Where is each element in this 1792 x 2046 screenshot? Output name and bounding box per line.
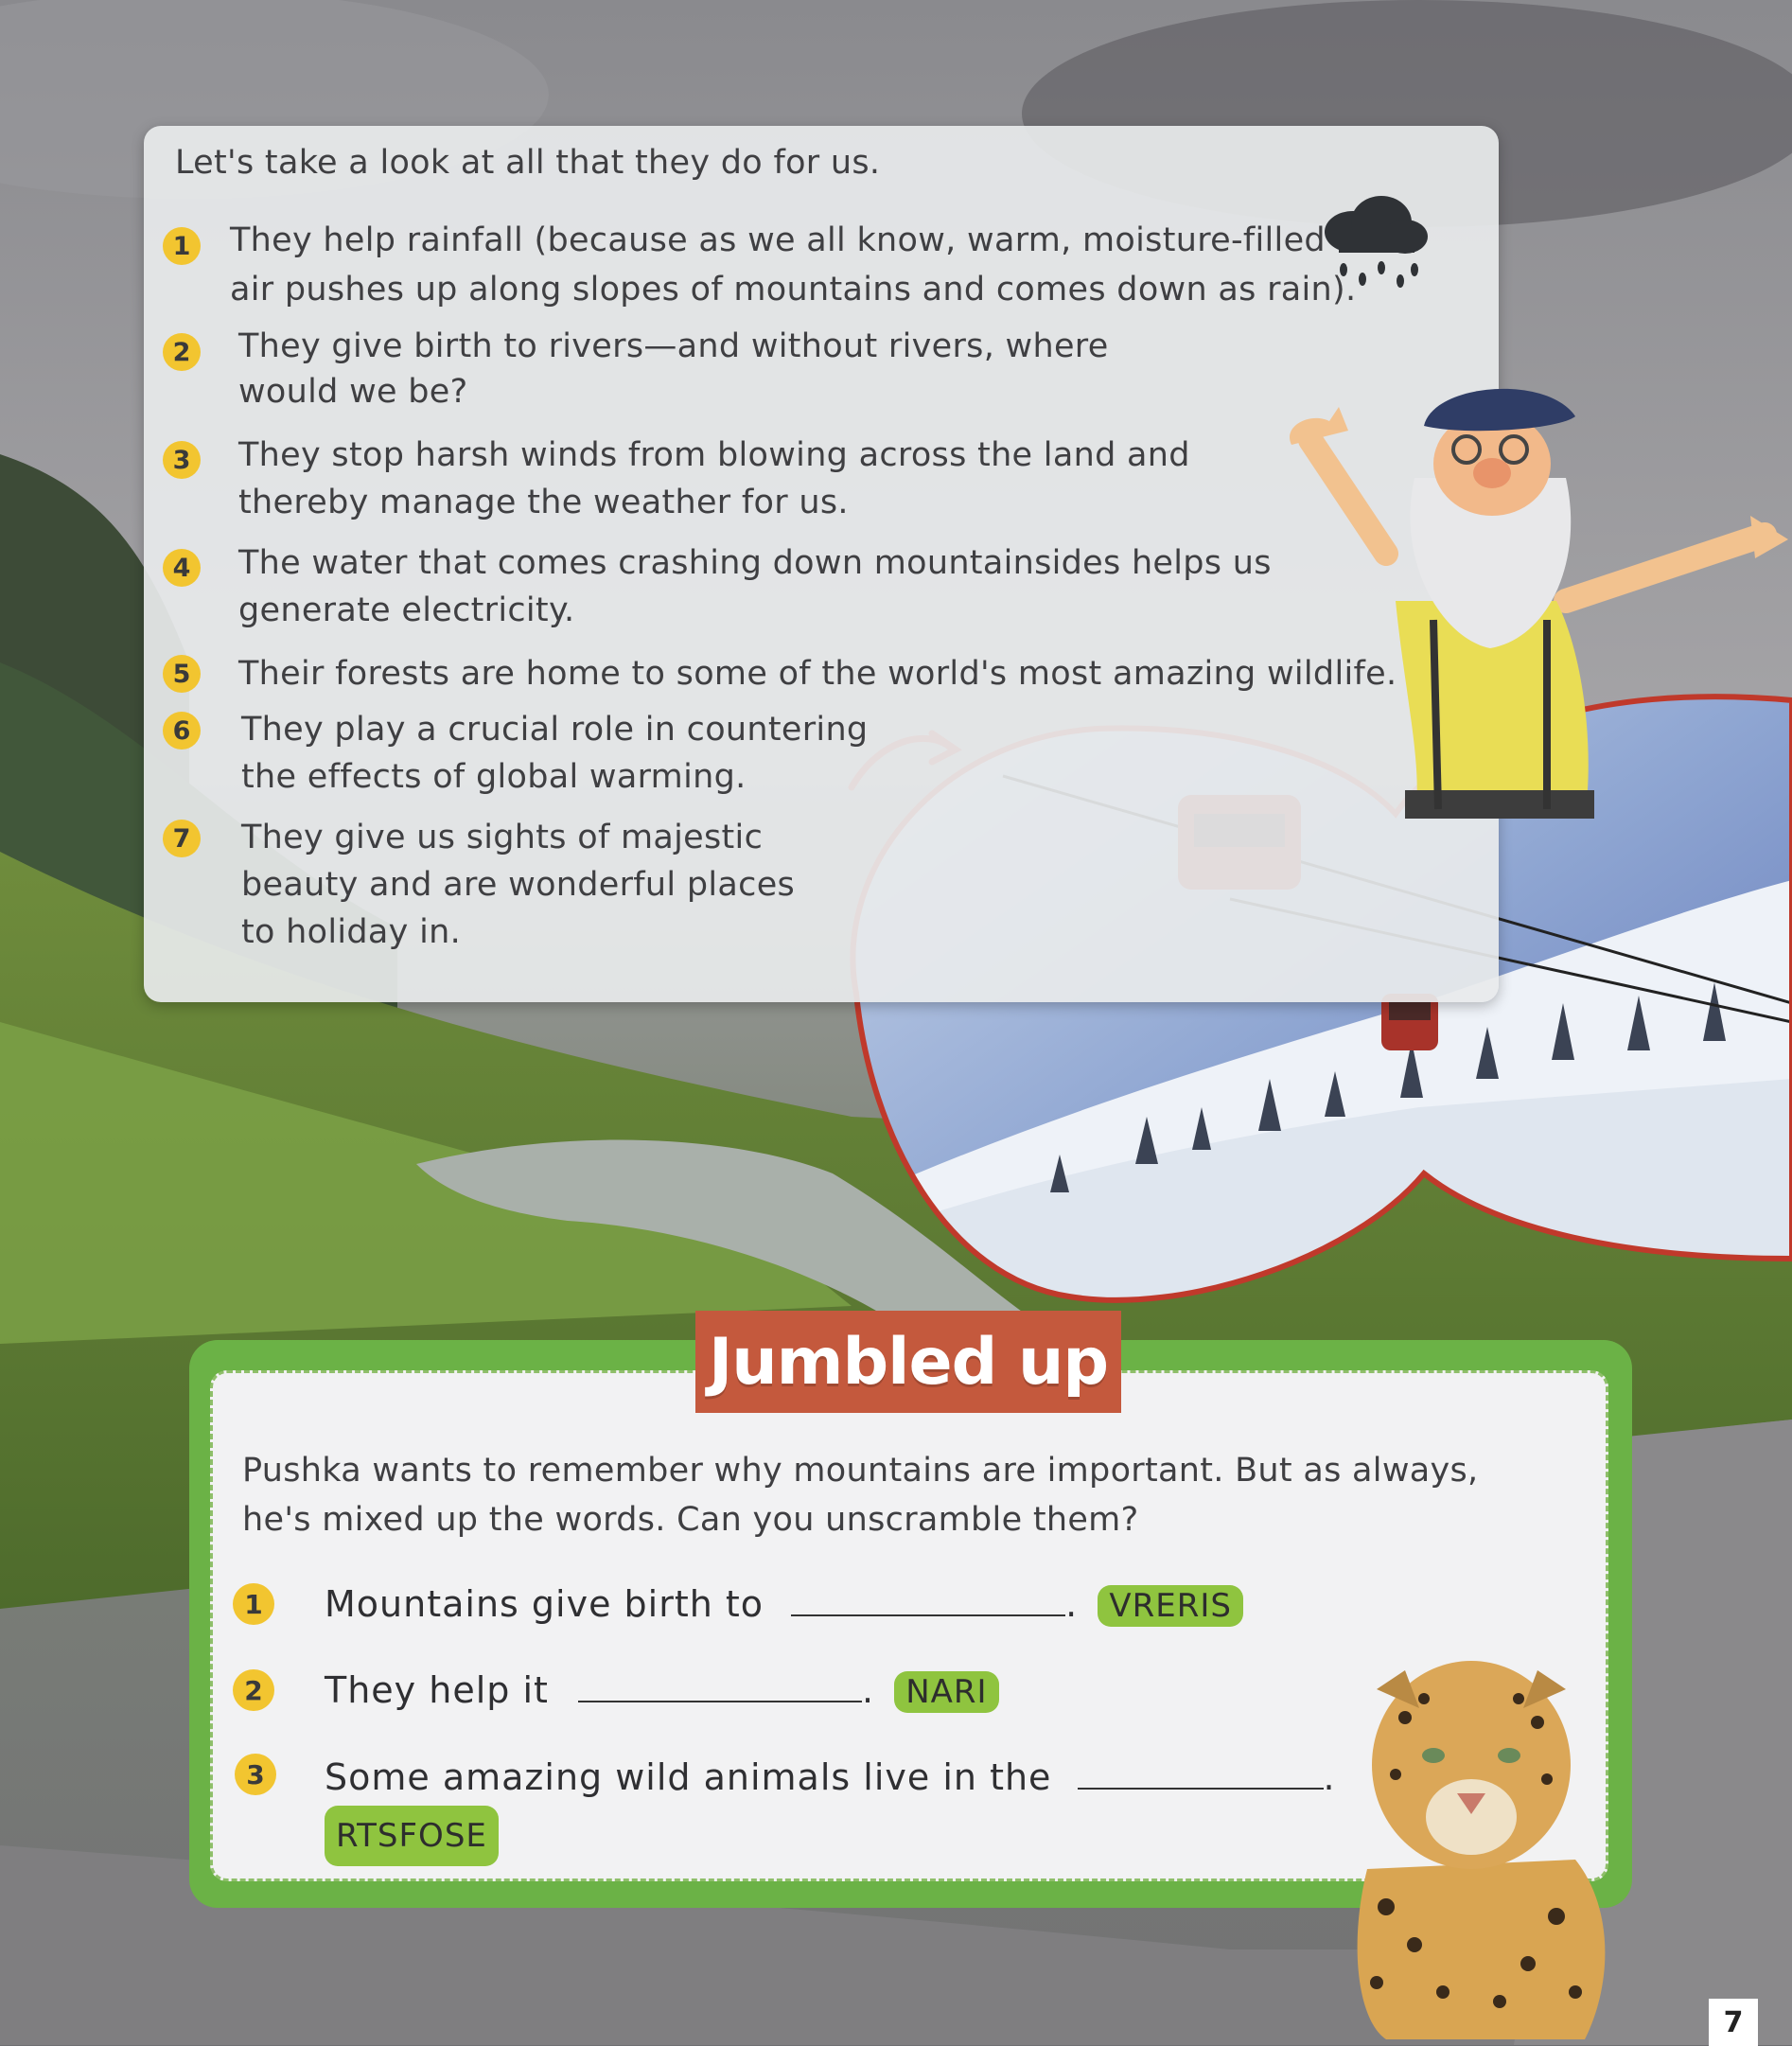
question-2-text: They help it [325,1669,549,1711]
question-2 [325,1665,999,1713]
question-1-period: . [1065,1583,1079,1625]
page-number: 7 [1709,1999,1758,2046]
point-7-line-1: They give us sights of majestic [241,819,764,856]
jumbled-intro [242,1446,1478,1544]
point-number-badge: 3 [163,441,201,479]
point-4-line-1: The water that comes crashing down mountainsides helps us [238,544,1272,582]
point-1-line-1: They help rainfall (because as we all know, warm, moisture-filled [230,221,1326,259]
question-3-period: . [1323,1756,1336,1798]
point-number-badge: 7 [163,820,201,857]
jumbled-title: Jumbled up [695,1311,1121,1413]
point-3 [238,432,1190,526]
question-number-badge: 2 [233,1669,274,1711]
question-2-period: . [862,1669,875,1711]
question-number-badge: 1 [233,1583,274,1625]
answer-blank-3[interactable] [1078,1752,1324,1790]
jumbled-intro-line-2: he's mixed up the words. Can you unscramble them? [242,1501,1139,1539]
question-3 [325,1749,1336,1866]
leopard-illustration [1329,1661,1623,2039]
question-3-text: Some amazing wild animals live in the [325,1756,1052,1798]
answer-blank-2[interactable] [578,1665,862,1702]
point-7 [241,814,795,956]
intro-text: Let's take a look at all that they do for us. [175,144,881,182]
point-number-badge: 4 [163,549,201,587]
point-4 [238,539,1272,634]
point-5-line-1: Their forests are home to some of the world's most amazing wildlife. [238,655,1397,693]
point-2-line-2: would we be? [238,373,468,411]
point-number-badge: 2 [163,333,201,371]
pushka-character-illustration [1273,374,1792,819]
point-7-line-2: beauty and are wonderful places [241,866,796,904]
point-1 [230,216,1356,314]
scrambled-word-2: NARI [894,1671,998,1713]
point-number-badge: 5 [163,655,201,693]
point-6-line-2: the effects of global warming. [241,758,747,796]
point-1-line-2: air pushes up along slopes of mountains and comes down as rain). [230,271,1357,309]
point-5 [238,649,1397,698]
scrambled-word-3: RTSFOSE [325,1806,499,1866]
point-2 [238,324,1109,414]
answer-blank-1[interactable] [791,1579,1065,1616]
question-1 [325,1579,1243,1627]
scrambled-word-1: VRERIS [1098,1585,1243,1627]
point-6-line-1: They play a crucial role in countering [241,711,869,749]
point-6 [241,706,868,801]
point-3-line-2: thereby manage the weather for us. [238,484,849,521]
point-2-line-1: They give birth to rivers—and without rivers, where [238,327,1109,365]
jumbled-intro-line-1: Pushka wants to remember why mountains are important. But as always, [242,1452,1479,1490]
point-7-line-3: to holiday in. [241,913,462,951]
point-number-badge: 1 [163,227,201,265]
point-number-badge: 6 [163,712,201,750]
point-3-line-1: They stop harsh winds from blowing across the land and [238,436,1190,474]
question-number-badge: 3 [235,1754,276,1795]
point-4-line-2: generate electricity. [238,591,575,629]
question-1-text: Mountains give birth to [325,1583,764,1625]
